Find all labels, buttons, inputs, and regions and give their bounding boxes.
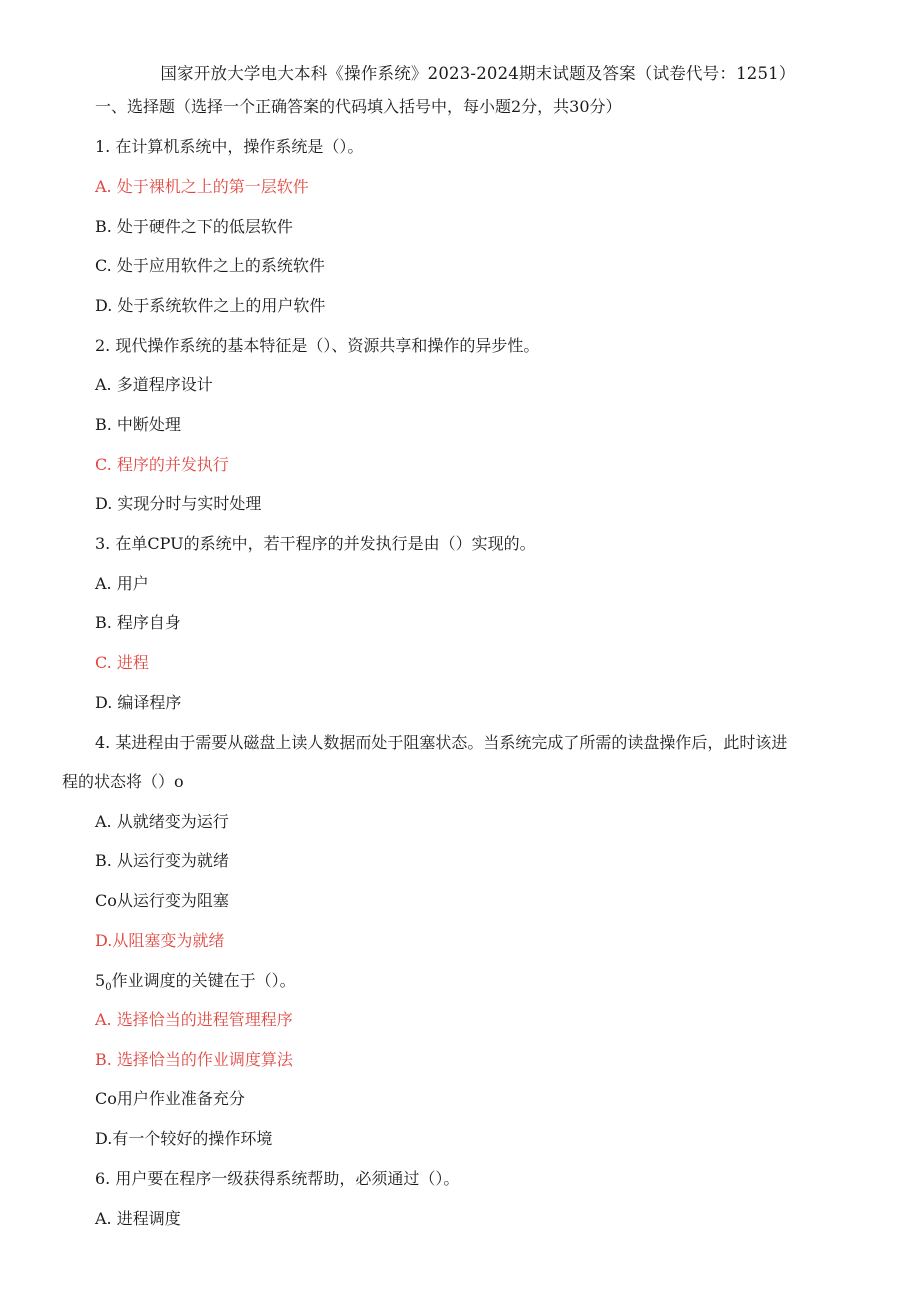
q2-option-c: C. 程序的并发执行 bbox=[95, 455, 229, 474]
q4-option-d: D.从阻塞变为就绪 bbox=[95, 931, 225, 950]
q5-option-a: A. 选择恰当的进程管理程序 bbox=[95, 1010, 293, 1029]
q2-option-b: B. 中断处理 bbox=[95, 415, 181, 434]
document-title: 国家开放大学电大本科《操作系统》2023-2024期末试题及答案（试卷代号：1251） bbox=[160, 64, 796, 83]
q1-option-c: C. 处于应用软件之上的系统软件 bbox=[95, 256, 325, 275]
q1-option-d: D. 处于系统软件之上的用户软件 bbox=[95, 296, 326, 315]
q5-option-b: B. 选择恰当的作业调度算法 bbox=[95, 1050, 293, 1069]
q5-option-c: Co用户作业准备充分 bbox=[95, 1089, 245, 1108]
question-2: 2. 现代操作系统的基本特征是（）、资源共享和操作的异步性。 bbox=[95, 336, 540, 355]
q1-option-b: B. 处于硬件之下的低层软件 bbox=[95, 217, 293, 236]
q1-option-a: A. 处于裸机之上的第一层软件 bbox=[95, 177, 309, 196]
q3-option-b: B. 程序自身 bbox=[95, 613, 181, 632]
question-4-continued: 程的状态将（）o bbox=[62, 772, 184, 791]
q2-option-d: D. 实现分时与实时处理 bbox=[95, 494, 262, 513]
q4-option-b: B. 从运行变为就绪 bbox=[95, 851, 229, 870]
question-6: 6. 用户要在程序一级获得系统帮助，必须通过（）。 bbox=[95, 1169, 460, 1188]
q6-option-a: A. 进程调度 bbox=[95, 1209, 181, 1228]
section-heading: 一、选择题（选择一个正确答案的代码填入括号中，每小题2分，共30分） bbox=[95, 97, 622, 116]
question-3: 3. 在单CPU的系统中，若干程序的并发执行是由（）实现的。 bbox=[95, 534, 536, 553]
q4-option-c: Co从运行变为阻塞 bbox=[95, 891, 229, 910]
question-5: $5_0$作业调度的关键在于（）。 bbox=[95, 971, 296, 993]
q4-option-a: A. 从就绪变为运行 bbox=[95, 812, 229, 831]
question-4: 4. 某进程由于需要从磁盘上读人数据而处于阻塞状态。当系统完成了所需的读盘操作后，此时该进 bbox=[95, 733, 788, 752]
q3-option-c: C. 进程 bbox=[95, 653, 149, 672]
q3-option-d: D. 编译程序 bbox=[95, 693, 182, 712]
question-1: 1. 在计算机系统中，操作系统是（）。 bbox=[95, 137, 364, 156]
q5-option-d: D.有一个较好的操作环境 bbox=[95, 1129, 273, 1148]
q2-option-a: A. 多道程序设计 bbox=[95, 375, 213, 394]
q3-option-a: A. 用户 bbox=[95, 574, 149, 593]
